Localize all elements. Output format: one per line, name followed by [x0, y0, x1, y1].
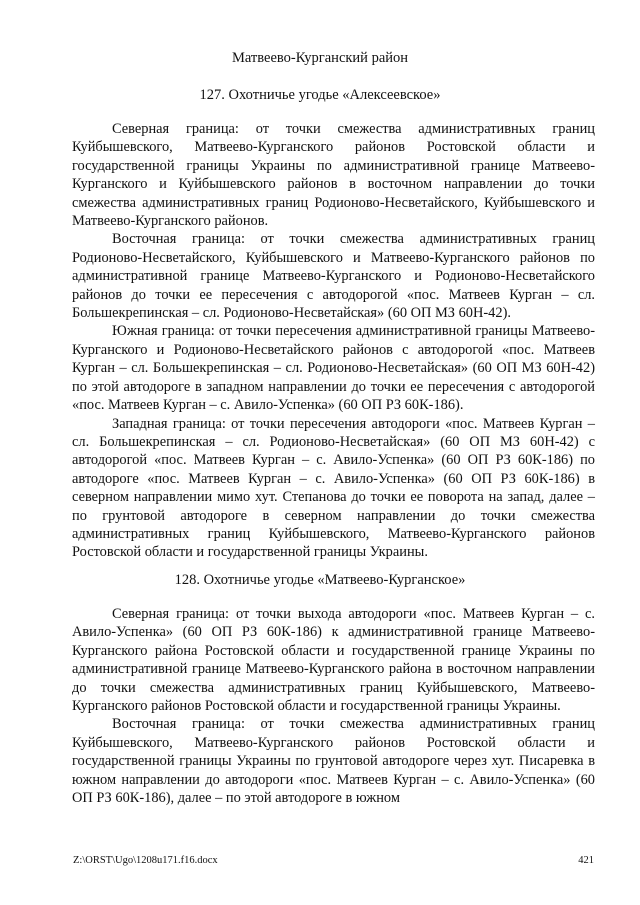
paragraph-east-border: Восточная граница: от точки смежества административных границ Родионово-Несветайского, Куйбышевского и Матвеево-Курганского районов по административной границе Матвеево-Курганского и Родионово-Несветайского районов до точки ее пересечения с автодорогой «пос. Матвеев Курган – сл. Большекрепинская – сл. Родионово-Несветайская» (60 ОП МЗ 60Н-42). — [72, 231, 595, 322]
paragraph-north-border: Северная граница: от точки смежества административных границ Куйбышевского, Матвеево-Курганского районов Ростовской области и государственной границы Украины по административной границе Матвеево-Курганского и Куйбышевского районов в восточном направлении до точки смежества административных границ Родионово-Несветайского, Куйбышевского и Матвеево-Курганского районов. — [72, 121, 595, 230]
footer-page-number: 421 — [578, 855, 594, 866]
section-body-127 — [72, 120, 595, 562]
section-heading-128: 128. Охотничье угодье «Матвеево-Курганское» — [174, 572, 466, 588]
paragraph-south-border: Южная граница: от точки пересечения административной границы Матвеево-Курганского и Родионово-Несветайского районов с автодорогой «пос. Матвеев Курган – сл. Большекрепинская – сл. Родионово-Несветайская» (60 ОП МЗ 60Н-42) по этой автодороге в западном направлении до точки ее пересечения с автодорогой «пос. Матвеев Курган – с. Авило-Успенка» (60 ОП РЗ 60К-186). — [72, 323, 595, 414]
paragraph-west-border: Западная граница: от точки пересечения автодороги «пос. Матвеев Курган – сл. Большекрепинская – сл. Родионово-Несветайская» (60 ОП МЗ 60Н-42) с автодорогой «пос. Матвеев Курган – с. Авило-Успенка» (60 ОП РЗ 60К-186) по автодороге «пос. Матвеев Курган – с. Авило-Успенка» (60 ОП РЗ 60К-186) в северном направлении мимо хут. Степанова до точки ее поворота на запад, далее – по грунтовой автодороге в северном направлении до точки смежества административных границ Куйбышевского, Матвеево-Курганского районов Ростовской области и государственной границы Украины. — [72, 415, 595, 561]
section-heading-127: 127. Охотничье угодье «Алексеевское» — [199, 87, 441, 103]
district-title: Матвеево-Курганский район — [231, 50, 409, 66]
paragraph-east-border: Восточная граница: от точки смежества административных границ Куйбышевского, Матвеево-Курганского районов Ростовской области и государственной границы Украины по грунтовой автодороге через хут. Писаревка в южном направлении до автодороги «пос. Матвеев Курган – с. Авило-Успенка» (60 ОП РЗ 60К-186), далее – по этой автодороге в южном — [72, 716, 595, 807]
footer-file-path: Z:\ORST\Ugo\1208u171.f16.docx — [73, 855, 218, 866]
paragraph-north-border: Северная граница: от точки выхода автодороги «пос. Матвеев Курган – с. Авило-Успенка» (60 ОП РЗ 60К-186) к административной границе Матвеево-Курганского района Ростовской области и государственной границе Украины по административной границе Матвеево-Курганского района в восточном направлении до точки смежества административных границ Куйбышевского, Матвеево-Курганского районов Ростовской области и государственной границы Украины. — [72, 606, 595, 715]
section-body-128 — [72, 605, 595, 807]
